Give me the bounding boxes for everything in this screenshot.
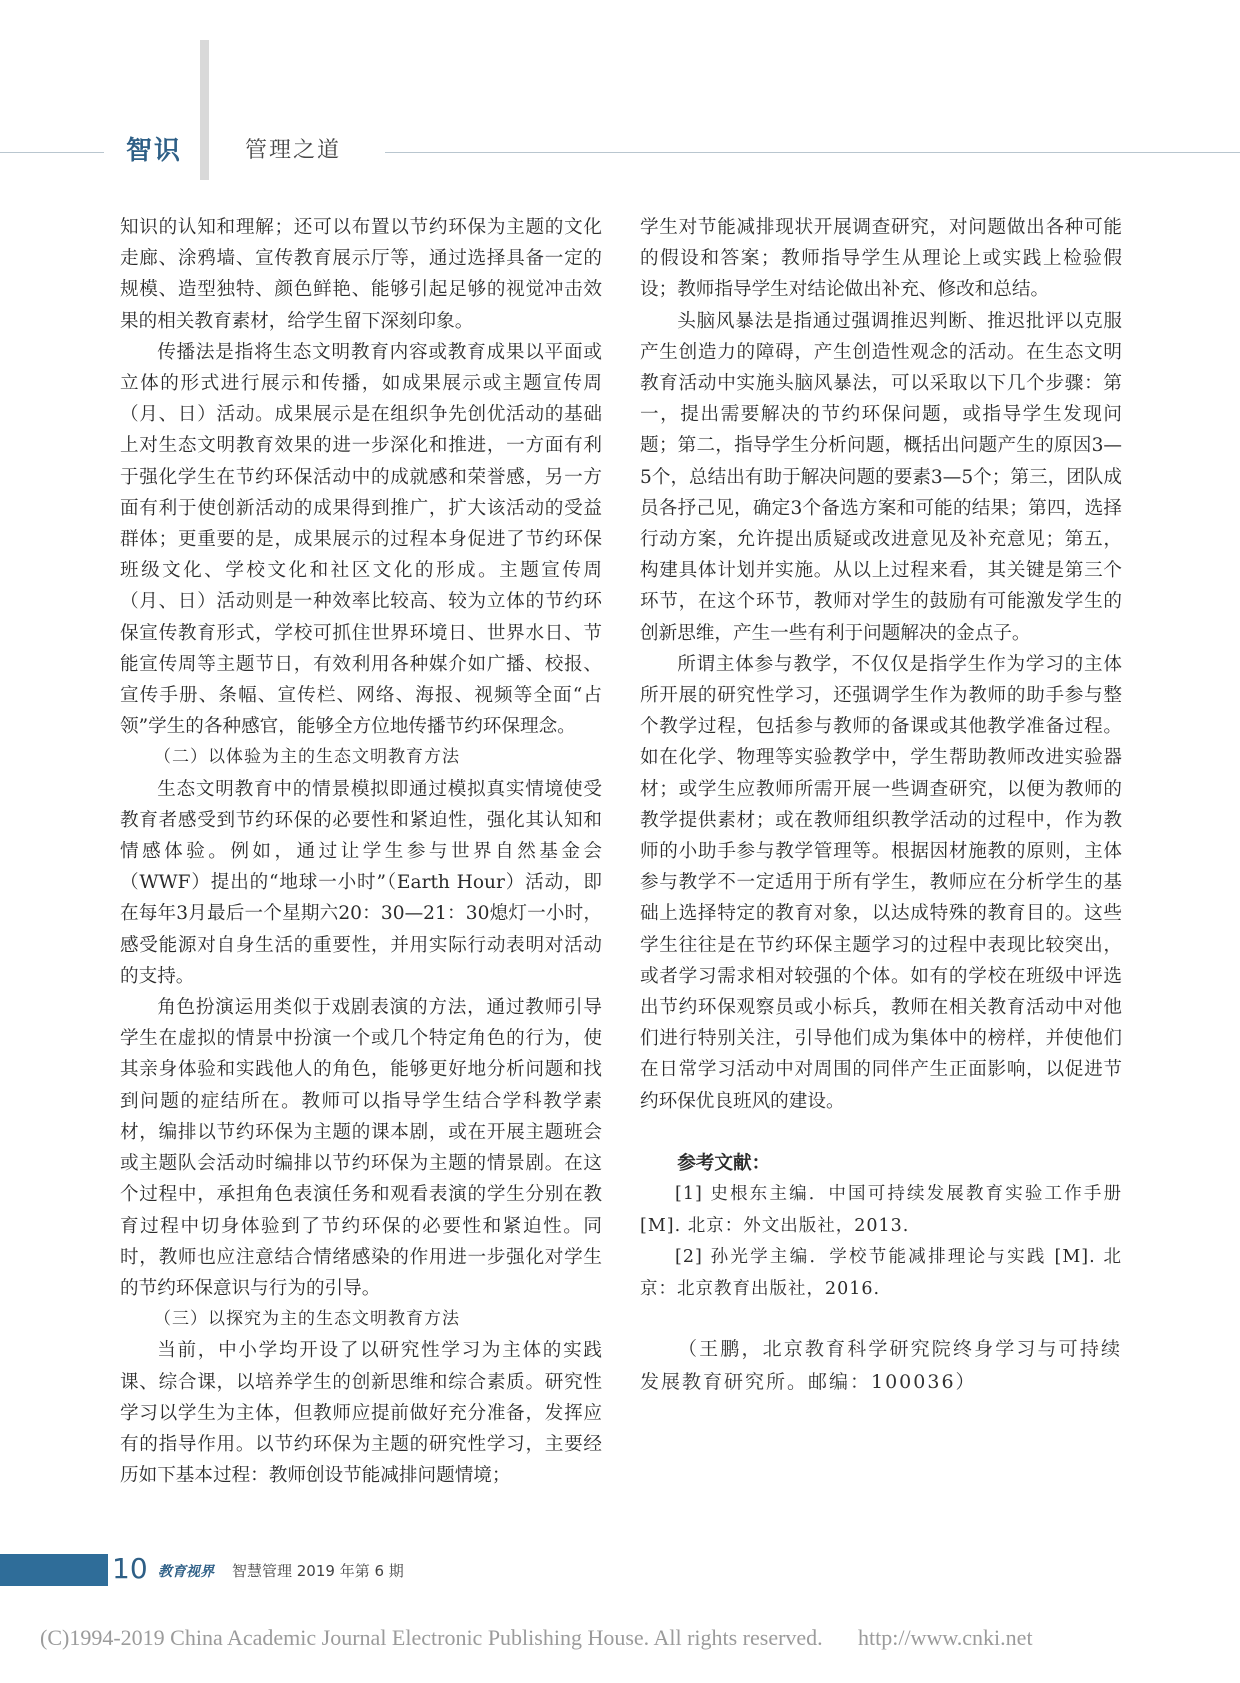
paragraph: 角色扮演运用类似于戏剧表演的方法，通过教师引导学生在虚拟的情景中扮演一个或几个特定角色的行为，使其亲身体验和实践他人的角色，能够更好地分析问题和找到问题的症结所在。教师可以指导学生结合学科教学素材，编排以节约环保为主题的课本剧，或在开展主题班会或主题队会活动时编排以节约环保为主题的情景剧。在这个过程中，承担角色表演任务和观看表演的学生分别在教育过程中切身体验到了节约环保的必要性和紧迫性。同时，教师也应注意结合情绪感染的作用进一步强化对学生的节约环保意识与行为的引导。 xyxy=(120,997,602,1299)
paragraph: 传播法是指将生态文明教育内容或教育成果以平面或立体的形式进行展示和传播，如成果展示或主题宣传周（月、日）活动。成果展示是在组织争先创优活动的基础上对生态文明教育效果的进一步深化和推进，一方面有利于强化学生在节约环保活动中的成就感和荣誉感，另一方面有利于使创新活动的成果得到推广，扩大该活动的受益群体；更重要的是，成果展示的过程本身促进了节约环保班级文化、学校文化和社区文化的形成。主题宣传周（月、日）活动则是一种效率比较高、较为立体的节约环保宣传教育形式，学校可抓住世界环境日、世界水日、节能宣传周等主题节日，有效利用各种媒介如广播、校报、宣传手册、条幅、宣传栏、网络、海报、视频等全面“占领”学生的各种感官，能够全方位地传播节约环保理念。 xyxy=(120,341,602,738)
page-number: 10 xyxy=(112,1552,148,1585)
section-heading: （二）以体验为主的生态文明教育方法 xyxy=(154,747,460,768)
copyright-notice: (C)1994-2019 China Academic Journal Electronic Publishing House. All rights reserved. xyxy=(40,1625,823,1650)
paragraph-continuation: 知识的认知和理解；还可以布置以节约环保为主题的文化走廊、涂鸦墙、宣传教育展示厅等，通过选择具备一定的规模、造型独特、颜色鲜艳、能够引起足够的视觉冲击效果的相关教育素材，给学生留下深刻印象。 xyxy=(120,217,602,332)
references-heading: 参考文献： xyxy=(677,1152,771,1174)
header-rule-right xyxy=(385,152,1240,153)
header-brand: 智识 xyxy=(126,136,183,166)
copyright-url: http://www.cnki.net xyxy=(858,1625,1033,1650)
paragraph: 所谓主体参与教学，不仅仅是指学生作为学习的主体所开展的研究性学习，还强调学生作为教师的助手参与整个教学过程，包括参与教师的备课或其他教学准备过程。如在化学、物理等实验教学中，学生帮助教师改进实验器材；或学生应教师所需开展一些调查研究，以便为教师的教学提供素材；或在教师组织教学活动的过程中，作为教师的小助手参与教学管理等。根据因材施教的原则，主体参与教学不一定适用于所有学生，教师应在分析学生的基础上选择特定的教育对象，以达成特殊的教育目的。这些学生往往是在节约环保主题学习的过程中表现比较突出，或者学习需求相对较强的个体。如有的学校在班级中评选出节约环保观察员或小标兵，教师在相关教育活动中对他们进行特别关注，引导他们成为集体中的榜样，并使他们在日常学习活动中对周围的同伴产生正面影响，以促进节约环保优良班风的建设。 xyxy=(640,653,1122,1112)
section-heading: （三）以探究为主的生态文明教育方法 xyxy=(154,1309,460,1330)
author-affiliation: （王鹏，北京教育科学研究院终身学习与可持续发展教育研究所。邮编：100036） xyxy=(640,1338,1122,1394)
footer-color-band xyxy=(0,1554,108,1586)
right-column xyxy=(640,212,1122,1399)
reference-item: [2] 孙光学主编．学校节能减排理论与实践 [M]. 北京：北京教育出版社，2016. xyxy=(640,1247,1122,1299)
reference-item: [1] 史根东主编．中国可持续发展教育实验工作手册[M]. 北京：外文出版社，2013. xyxy=(640,1184,1122,1236)
paragraph: 生态文明教育中的情景模拟即通过模拟真实情境使受教育者感受到节约环保的必要性和紧迫性，强化其认知和情感体验。例如，通过让学生参与世界自然基金会（WWF）提出的“地球一小时”（Earth Hour）活动，即在每年3月最后一个星期六20：30—21：30熄灯一小时，感受能源对自身生活的重要性，并用实际行动表明对活动的支持。 xyxy=(120,778,602,987)
paragraph: 当前，中小学均开设了以研究性学习为主体的实践课、综合课，以培养学生的创新思维和综合素质。研究性学习以学生为主体，但教师应提前做好充分准备，发挥应有的指导作用。以节约环保为主题的研究性学习，主要经历如下基本过程：教师创设节能减排问题情境； xyxy=(120,1340,602,1487)
paragraph: 头脑风暴法是指通过强调推迟判断、推迟批评以克服产生创造力的障碍，产生创造性观念的活动。在生态文明教育活动中实施头脑风暴法，可以采取以下几个步骤：第一，提出需要解决的节约环保问题，或指导学生发现问题；第二，指导学生分析问题，概括出问题产生的原因3—5个，总结出有助于解决问题的要素3—5个；第三，团队成员各抒己见，确定3个备选方案和可能的结果；第四，选择行动方案，允许提出质疑或改进意见及补充意见；第五，构建具体计划并实施。从以上过程来看，其关键是第三个环节，在这个环节，教师对学生的鼓励有可能激发学生的创新思维，产生一些有利于问题解决的金点子。 xyxy=(640,310,1122,644)
journal-issue: 智慧管理 2019 年第 6 期 xyxy=(232,1562,404,1580)
header-accent-bar xyxy=(200,40,209,180)
left-column xyxy=(120,212,602,1491)
paragraph-continuation: 学生对节能减排现状开展调查研究，对问题做出各种可能的假设和答案；教师指导学生从理论上或实践上检验假设；教师指导学生对结论做出补充、修改和总结。 xyxy=(640,217,1122,301)
journal-logo-text: 教育视界 xyxy=(158,1564,214,1580)
header-section-title: 管理之道 xyxy=(245,138,342,163)
header-rule-left xyxy=(0,152,104,153)
